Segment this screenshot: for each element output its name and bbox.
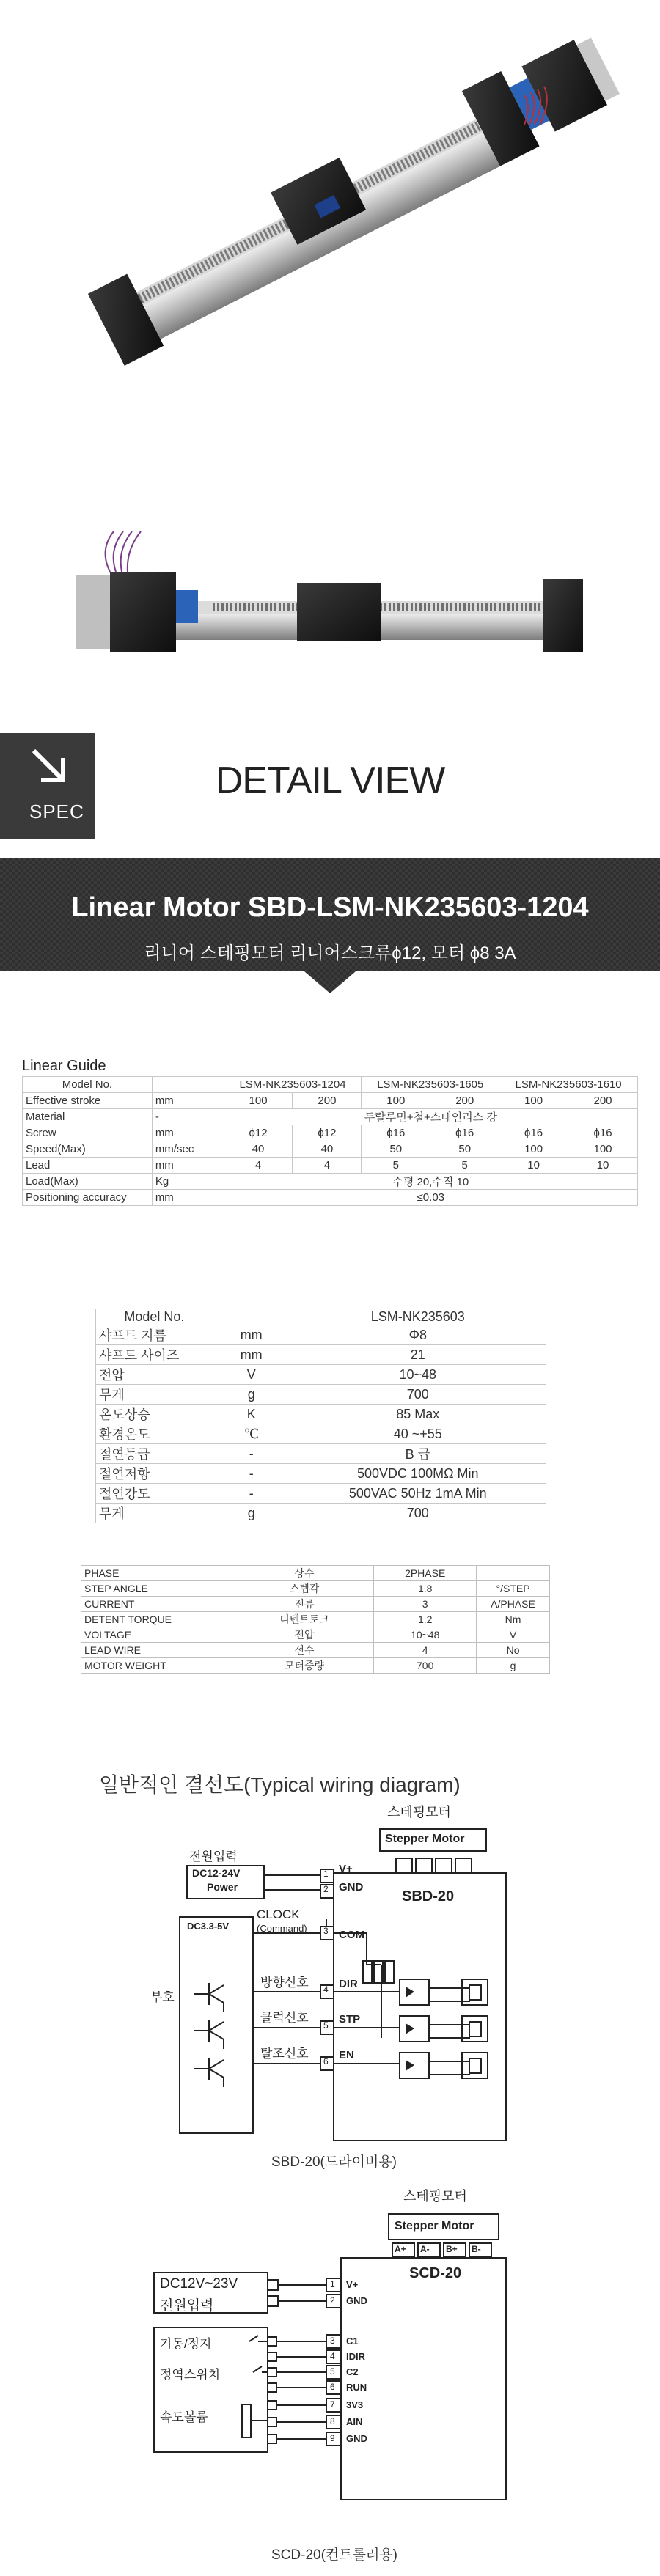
scd-pin-label: IDIR <box>346 2351 365 2362</box>
table-cell: mm/sec <box>152 1141 224 1158</box>
table-cell: 100 <box>568 1141 638 1158</box>
sbd-gnd-label: GND <box>339 1881 364 1894</box>
table-cell: - <box>213 1444 290 1464</box>
table-cell: LSM-NK235603-1610 <box>499 1077 638 1093</box>
scd-direction-switch-label: 정역스위치 <box>160 2368 221 2382</box>
table-cell: 상수 <box>235 1566 374 1581</box>
table-cell: 100 <box>224 1093 293 1109</box>
product-photo-side <box>0 520 660 689</box>
table-row <box>81 1612 550 1627</box>
table-cell: 5 <box>430 1158 499 1174</box>
sbd-en-label: EN <box>339 2049 354 2061</box>
scd-pin-label: 3V3 <box>346 2399 364 2410</box>
table-row <box>23 1174 638 1190</box>
table-cell: 온도상승 <box>96 1405 213 1424</box>
table-cell: 40 <box>224 1141 293 1158</box>
table-row <box>96 1385 546 1405</box>
sbd-stp-label-kr: 클럭신호 <box>260 2011 309 2025</box>
table-cell <box>477 1566 550 1581</box>
table-cell: A/PHASE <box>477 1597 550 1612</box>
table-cell <box>213 1309 290 1325</box>
linear-guide-caption: Linear Guide <box>22 1058 106 1074</box>
table-cell: 50 <box>430 1141 499 1158</box>
table-row <box>96 1345 546 1365</box>
table-cell: 수평 20,수직 10 <box>224 1174 637 1190</box>
table-cell: 2PHASE <box>374 1566 477 1581</box>
table-cell: - <box>152 1109 224 1125</box>
banner-title: Linear Motor SBD-LSM-NK235603-1204 <box>71 892 589 923</box>
pin-2: 2 <box>323 1884 329 1894</box>
table-cell: 40 ~+55 <box>290 1424 546 1444</box>
table-cell: 전압 <box>96 1365 213 1385</box>
table-cell: 100 <box>362 1093 430 1109</box>
table-cell: 5 <box>362 1158 430 1174</box>
pin-3: 3 <box>323 1926 329 1936</box>
table-cell: STEP ANGLE <box>81 1581 235 1597</box>
scd-pin-number: 5 <box>330 2366 335 2377</box>
sbd20-wiring-diagram <box>0 1796 660 2177</box>
table-cell: 700 <box>290 1504 546 1523</box>
linear-guide-table <box>22 1076 638 1206</box>
table-cell: ϕ12 <box>293 1125 362 1141</box>
sbd-stp-label: STP <box>339 2013 361 2025</box>
scd-pin-number: 4 <box>330 2351 335 2361</box>
table-cell: MOTOR WEIGHT <box>81 1658 235 1674</box>
table-row <box>23 1109 638 1125</box>
table-cell: °/STEP <box>477 1581 550 1597</box>
table-row <box>96 1484 546 1504</box>
motor-spec-table <box>95 1309 546 1523</box>
product-photo-top <box>0 0 660 411</box>
table-cell: mm <box>152 1093 224 1109</box>
scd-pin-number: 2 <box>330 2295 335 2305</box>
sbd-buho-label: 부호 <box>150 1990 175 2004</box>
table-cell: B 급 <box>290 1444 546 1464</box>
table-cell: K <box>213 1405 290 1424</box>
table-row <box>23 1077 638 1093</box>
table-cell: 스텝각 <box>235 1581 374 1597</box>
table-cell: 700 <box>290 1385 546 1405</box>
table-row <box>96 1325 546 1345</box>
detail-view-title: DETAIL VIEW <box>215 759 445 802</box>
table-cell: 무게 <box>96 1385 213 1405</box>
table-cell: 두랄루민+철+스테인리스 강 <box>224 1109 637 1125</box>
wiring-diagram-title: 일반적인 결선도(Typical wiring diagram) <box>99 1773 461 1796</box>
scd-pin-number: 1 <box>330 2279 335 2289</box>
table-cell: 1.8 <box>374 1581 477 1597</box>
sbd-power-voltage: DC12-24V <box>192 1867 241 1879</box>
sbd-vplus-label: V+ <box>339 1863 353 1875</box>
scd-pin-number: 6 <box>330 2382 335 2392</box>
table-cell: 40 <box>293 1141 362 1158</box>
scd-power-label: 전원입력 <box>160 2298 214 2314</box>
scd-pin-number: 3 <box>330 2336 335 2346</box>
sbd-com-label: COM <box>339 1929 364 1941</box>
sbd-dir-label: DIR <box>339 1978 358 1990</box>
table-cell: mm <box>152 1125 224 1141</box>
table-cell: ϕ16 <box>568 1125 638 1141</box>
table-cell: ≤0.03 <box>224 1190 637 1206</box>
sbd-motor-label-kr: 스테핑모터 <box>387 1805 451 1819</box>
pin-6: 6 <box>323 2056 329 2067</box>
table-cell: 샤프트 지름 <box>96 1325 213 1345</box>
table-cell: g <box>213 1504 290 1523</box>
table-row <box>96 1444 546 1464</box>
scd-pin-number: 8 <box>330 2416 335 2426</box>
table-cell: Screw <box>23 1125 153 1141</box>
table-cell: LSM-NK235603-1605 <box>362 1077 499 1093</box>
table-cell: LEAD WIRE <box>81 1643 235 1658</box>
scd-terminal-b-plus: B+ <box>446 2244 458 2254</box>
table-cell: 21 <box>290 1345 546 1365</box>
table-cell: No <box>477 1643 550 1658</box>
scd-motor-label-kr: 스테핑모터 <box>403 2189 467 2204</box>
scd-caption: SCD-20(컨트롤러용) <box>271 2547 398 2563</box>
table-cell: 샤프트 사이즈 <box>96 1345 213 1365</box>
table-row <box>96 1365 546 1385</box>
scd-power-voltage: DC12V~23V <box>160 2276 238 2292</box>
table-cell: 200 <box>293 1093 362 1109</box>
table-cell: g <box>213 1385 290 1405</box>
scd-pin-label: C2 <box>346 2366 359 2377</box>
scd-speed-volume-label: 속도볼륨 <box>160 2410 208 2424</box>
sbd-power-label-kr: 전원입력 <box>189 1850 238 1863</box>
table-cell: V <box>477 1627 550 1643</box>
table-row <box>81 1658 550 1674</box>
table-row <box>96 1405 546 1424</box>
table-cell: 선수 <box>235 1643 374 1658</box>
table-row <box>23 1141 638 1158</box>
table-cell: 전류 <box>235 1597 374 1612</box>
sbd-power-label-en: Power <box>207 1881 238 1893</box>
table-cell: mm <box>152 1190 224 1206</box>
scd-terminal-a-plus: A+ <box>395 2244 406 2254</box>
table-cell: Nm <box>477 1612 550 1627</box>
scd-pin-label: GND <box>346 2295 367 2306</box>
table-cell: Material <box>23 1109 153 1125</box>
table-cell: 절연등급 <box>96 1444 213 1464</box>
table-cell: 전압 <box>235 1627 374 1643</box>
table-row <box>23 1158 638 1174</box>
table-cell: LSM-NK235603 <box>290 1309 546 1325</box>
table-row <box>96 1309 546 1325</box>
spec-label: SPEC <box>29 801 84 823</box>
table-row <box>96 1464 546 1484</box>
table-cell: 100 <box>499 1093 568 1109</box>
table-cell: LSM-NK235603-1204 <box>224 1077 362 1093</box>
table-cell: 10~48 <box>374 1627 477 1643</box>
table-row <box>81 1597 550 1612</box>
table-cell: 환경온도 <box>96 1424 213 1444</box>
sbd-model-label: SBD-20 <box>402 1888 455 1905</box>
phase-spec-table <box>81 1565 550 1674</box>
table-cell: 디텐트토크 <box>235 1612 374 1627</box>
table-row <box>23 1125 638 1141</box>
sbd-command-label: (Command) <box>257 1923 307 1934</box>
table-cell: mm <box>152 1158 224 1174</box>
table-cell: Positioning accuracy <box>23 1190 153 1206</box>
title-banner <box>0 858 660 993</box>
table-cell: Speed(Max) <box>23 1141 153 1158</box>
banner-subtitle: 리니어 스테핑모터 리니어스크류ϕ12, 모터 ϕ8 3A <box>144 943 516 963</box>
scd-pin-number: 7 <box>330 2399 335 2410</box>
table-cell <box>152 1077 224 1093</box>
table-cell: 절연강도 <box>96 1484 213 1504</box>
table-cell: ϕ12 <box>224 1125 293 1141</box>
sbd-en-label-kr: 탈조신호 <box>260 2047 309 2061</box>
table-cell: 4 <box>293 1158 362 1174</box>
table-row <box>96 1504 546 1523</box>
table-cell: 200 <box>430 1093 499 1109</box>
table-cell: VOLTAGE <box>81 1627 235 1643</box>
table-cell: 모터중량 <box>235 1658 374 1674</box>
table-cell: ℃ <box>213 1424 290 1444</box>
table-row <box>81 1643 550 1658</box>
table-cell: Effective stroke <box>23 1093 153 1109</box>
table-row <box>81 1566 550 1581</box>
table-cell: 무게 <box>96 1504 213 1523</box>
sbd-dir-label-kr: 방향신호 <box>260 1976 309 1990</box>
scd-pin-label: V+ <box>346 2279 359 2290</box>
table-cell: ϕ16 <box>430 1125 499 1141</box>
table-cell: Kg <box>152 1174 224 1190</box>
table-cell: 절연저항 <box>96 1464 213 1484</box>
table-cell: mm <box>213 1325 290 1345</box>
table-row <box>81 1581 550 1597</box>
table-cell: 500VDC 100MΩ Min <box>290 1464 546 1484</box>
table-cell: 500VAC 50Hz 1mA Min <box>290 1484 546 1504</box>
table-cell: Model No. <box>23 1077 153 1093</box>
table-cell: PHASE <box>81 1566 235 1581</box>
scd-pin-label: C1 <box>346 2336 359 2347</box>
scd-pin-label: GND <box>346 2433 367 2444</box>
table-cell: 1.2 <box>374 1612 477 1627</box>
table-cell: 3 <box>374 1597 477 1612</box>
table-cell: - <box>213 1464 290 1484</box>
table-cell: 10 <box>568 1158 638 1174</box>
scd-pin-number: 9 <box>330 2433 335 2443</box>
table-cell: Load(Max) <box>23 1174 153 1190</box>
table-row <box>96 1424 546 1444</box>
table-cell: ϕ16 <box>362 1125 430 1141</box>
table-cell: Φ8 <box>290 1325 546 1345</box>
table-cell: CURRENT <box>81 1597 235 1612</box>
table-cell: 700 <box>374 1658 477 1674</box>
table-cell: 4 <box>224 1158 293 1174</box>
sbd-caption: SBD-20(드라이버용) <box>271 2154 397 2170</box>
pin-4: 4 <box>323 1984 329 1995</box>
table-cell: ϕ16 <box>499 1125 568 1141</box>
table-cell: 10 <box>499 1158 568 1174</box>
table-cell: V <box>213 1365 290 1385</box>
scd-pin-label: AIN <box>346 2416 363 2427</box>
table-cell: 200 <box>568 1093 638 1109</box>
scd-model-label: SCD-20 <box>409 2265 462 2281</box>
table-cell: Model No. <box>96 1309 213 1325</box>
scd-start-stop-label: 기동/정지 <box>160 2337 212 2351</box>
table-row <box>23 1093 638 1109</box>
scd-terminal-a-minus: A- <box>420 2244 430 2254</box>
table-cell: 4 <box>374 1643 477 1658</box>
scd-motor-label-en: Stepper Motor <box>395 2220 474 2232</box>
table-cell: DETENT TORQUE <box>81 1612 235 1627</box>
pin-5: 5 <box>323 2020 329 2031</box>
table-cell: 100 <box>499 1141 568 1158</box>
table-cell: Lead <box>23 1158 153 1174</box>
sbd-motor-label-en: Stepper Motor <box>385 1833 465 1845</box>
table-cell: mm <box>213 1345 290 1365</box>
table-row <box>81 1627 550 1643</box>
table-cell: 85 Max <box>290 1405 546 1424</box>
table-row <box>23 1190 638 1206</box>
pin-1: 1 <box>323 1869 329 1879</box>
scd-terminal-b-minus: B- <box>472 2244 481 2254</box>
sbd-clock-label: CLOCK <box>257 1907 300 1921</box>
sbd-signal-voltage: DC3.3-5V <box>187 1921 230 1932</box>
scd-pin-label: RUN <box>346 2382 367 2393</box>
table-cell: - <box>213 1484 290 1504</box>
table-cell: g <box>477 1658 550 1674</box>
table-cell: 50 <box>362 1141 430 1158</box>
table-cell: 10~48 <box>290 1365 546 1385</box>
